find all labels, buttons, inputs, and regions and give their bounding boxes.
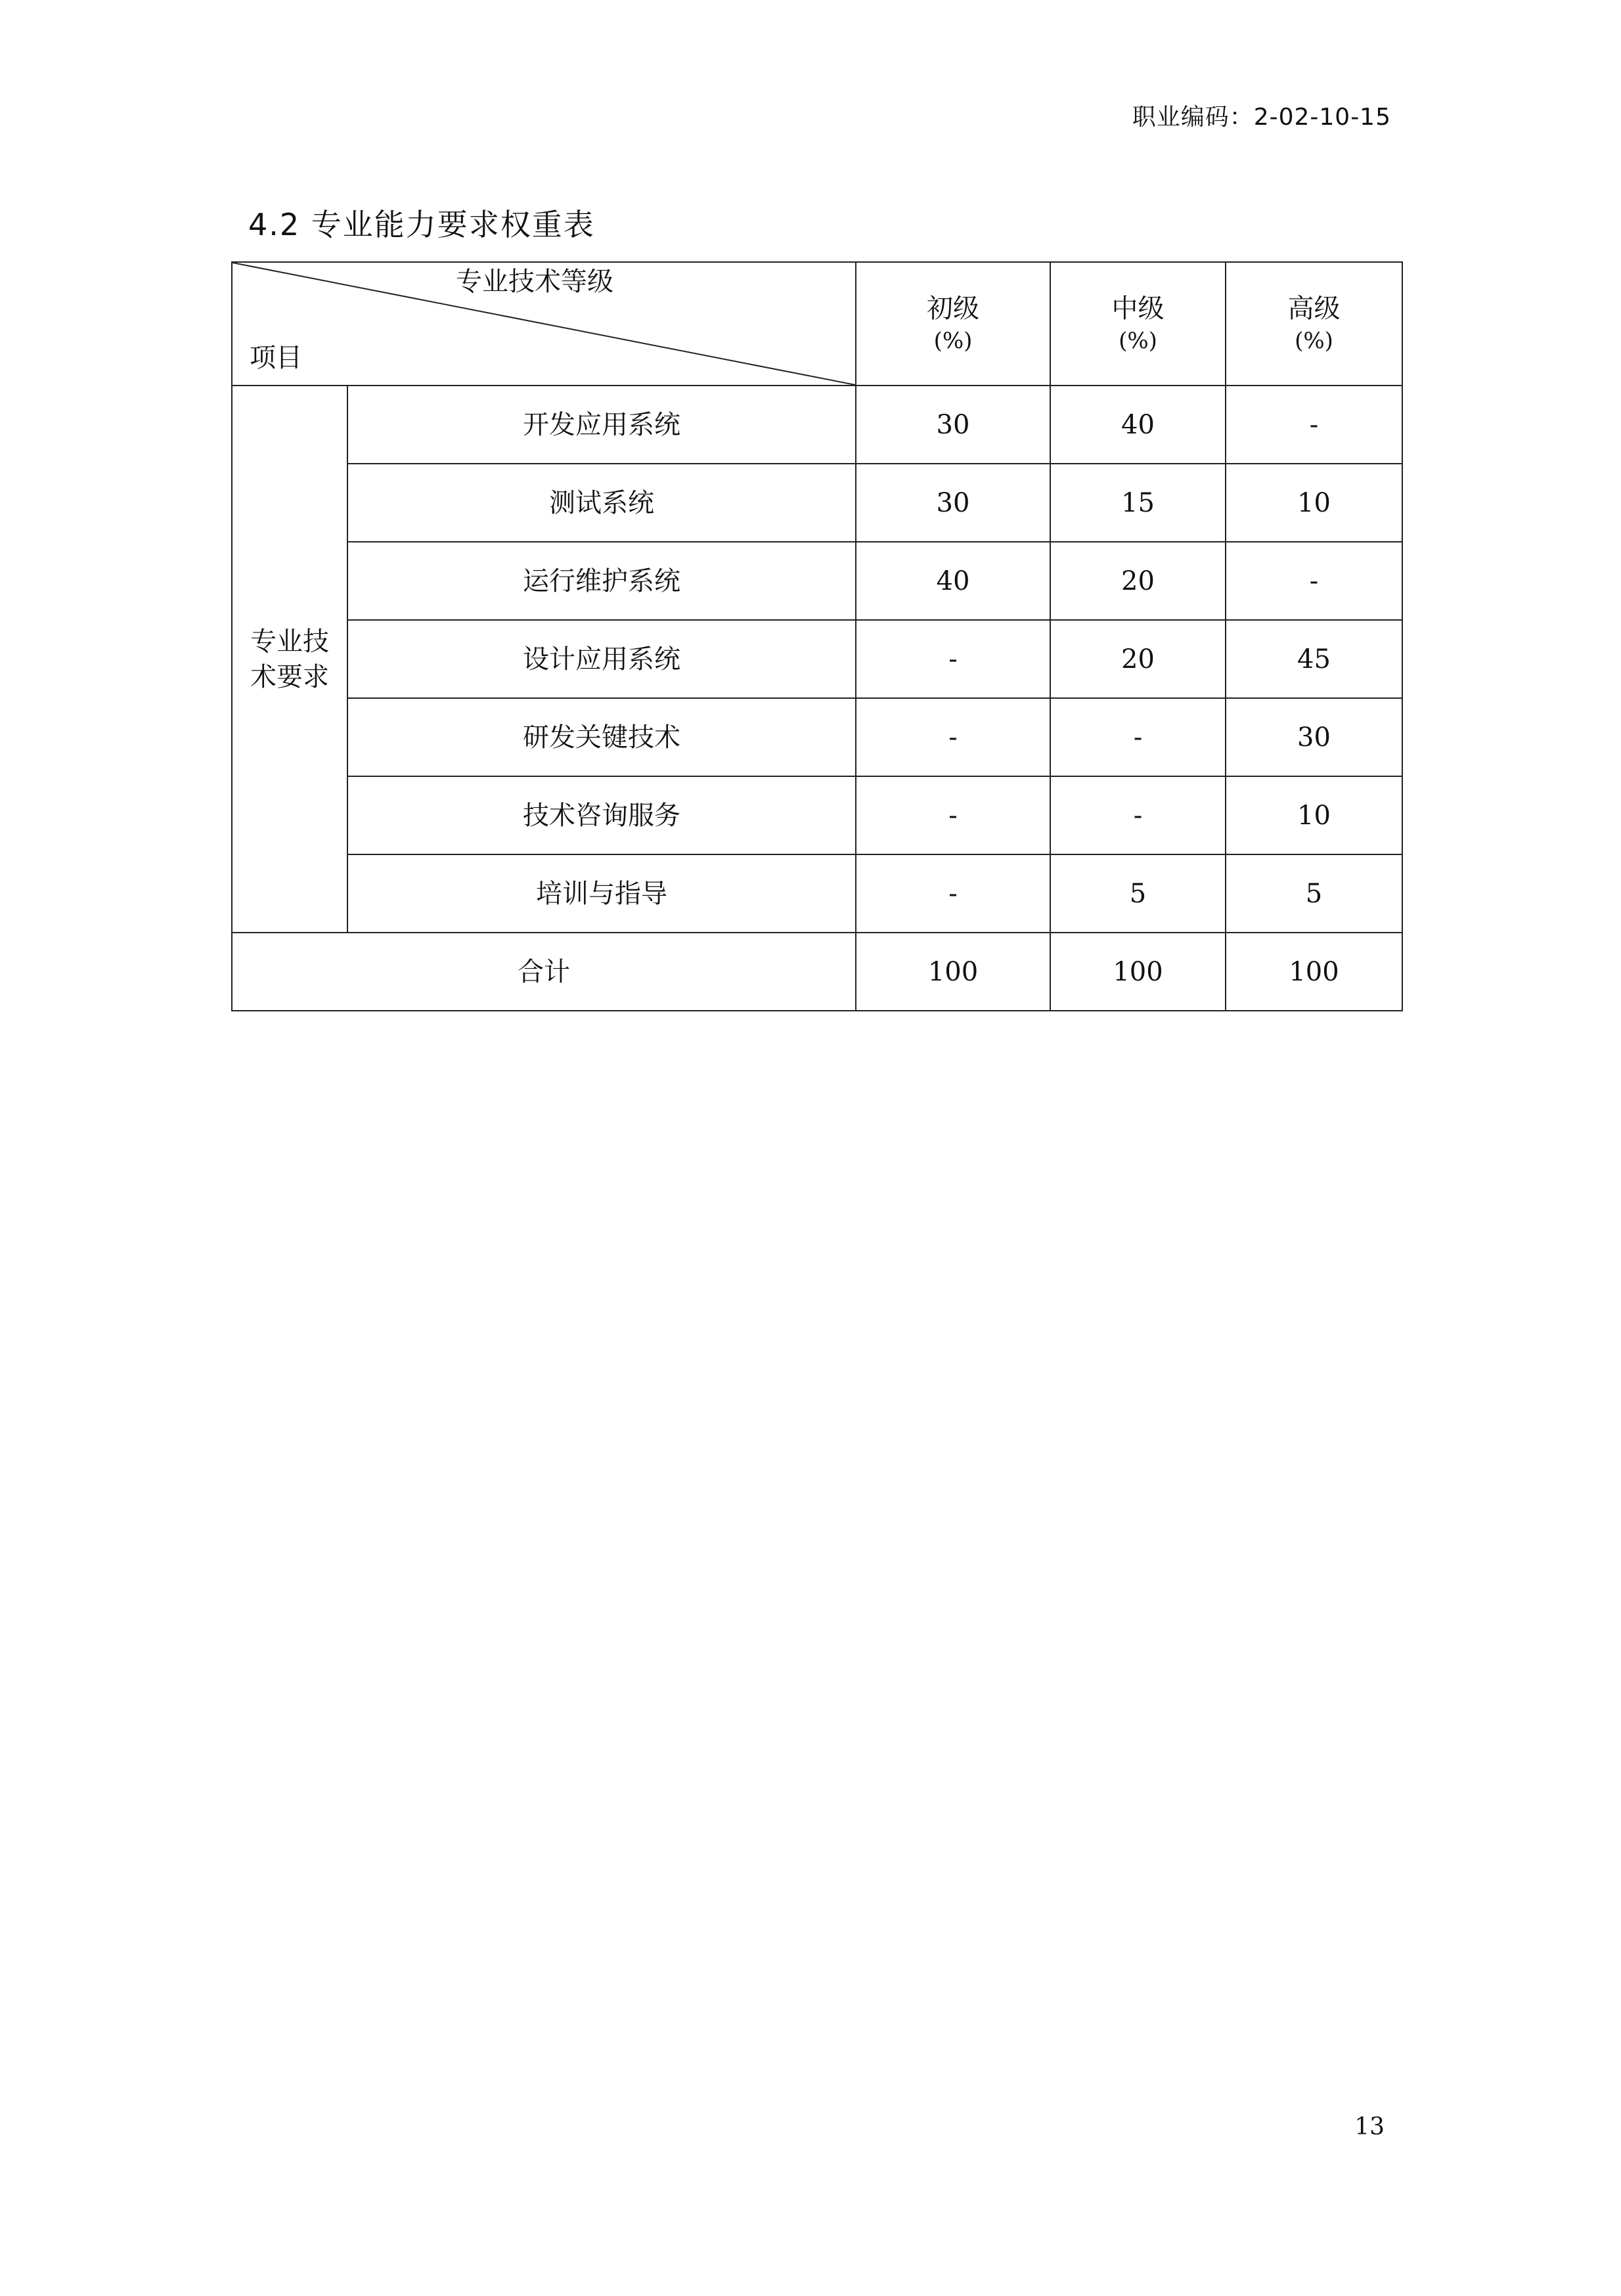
value-cell: 15 [1050,464,1226,542]
value-cell: - [856,776,1050,854]
table-row [232,776,1402,854]
value-cell: 30 [1226,698,1402,776]
item-cell: 运行维护系统 [347,542,856,620]
value-cell: 40 [856,542,1050,620]
total-row [232,933,1402,1011]
value-cell: 5 [1226,854,1402,933]
level-name: 初级 [927,294,979,324]
corner-item-label: 项目 [250,343,302,373]
value-cell: - [1050,776,1226,854]
level-name: 中级 [1111,294,1165,324]
value-cell: - [1050,698,1226,776]
table-row [232,542,1402,620]
value-cell: 5 [1050,854,1226,933]
section-title: 4.2 专业能力要求权重表 [248,207,595,242]
value-cell: 10 [1226,464,1402,542]
total-value: 100 [856,933,1050,1011]
value-cell: 20 [1050,620,1226,698]
item-cell: 设计应用系统 [347,620,856,698]
value-cell: 30 [856,464,1050,542]
total-value: 100 [1050,933,1226,1011]
value-cell: 45 [1226,620,1402,698]
table-row [232,698,1402,776]
group-label-line: 专业技 [250,626,329,657]
total-label: 合计 [232,933,856,1011]
level-unit: (%) [1119,328,1157,355]
table-row [232,464,1402,542]
value-cell: 10 [1226,776,1402,854]
occupation-code: 职业编码：2-02-10-15 [1132,104,1391,131]
item-cell: 技术咨询服务 [347,776,856,854]
value-cell: - [1226,386,1402,464]
weights-table [231,261,1403,1011]
group-label-cell [232,386,347,933]
group-label-line: 术要求 [250,661,329,692]
corner-header-cell [232,262,856,386]
item-cell: 研发关键技术 [347,698,856,776]
level-unit: (%) [1295,328,1333,355]
value-cell: - [856,698,1050,776]
page-number: 13 [1354,2113,1385,2140]
item-cell: 开发应用系统 [347,386,856,464]
level-header-junior [856,262,1050,386]
table-row [232,386,1402,464]
corner-level-label: 专业技术等级 [456,267,613,297]
level-header-intermediate [1050,262,1226,386]
value-cell: 40 [1050,386,1226,464]
value-cell: 20 [1050,542,1226,620]
total-value: 100 [1226,933,1402,1011]
value-cell: - [1226,542,1402,620]
value-cell: - [856,854,1050,933]
table-header-row [232,262,1402,386]
table-row [232,854,1402,933]
level-header-senior [1226,262,1402,386]
value-cell: - [856,620,1050,698]
table-row [232,620,1402,698]
item-cell: 培训与指导 [347,854,856,933]
level-unit: (%) [933,328,973,355]
level-name: 高级 [1287,294,1341,324]
item-cell: 测试系统 [347,464,856,542]
value-cell: 30 [856,386,1050,464]
